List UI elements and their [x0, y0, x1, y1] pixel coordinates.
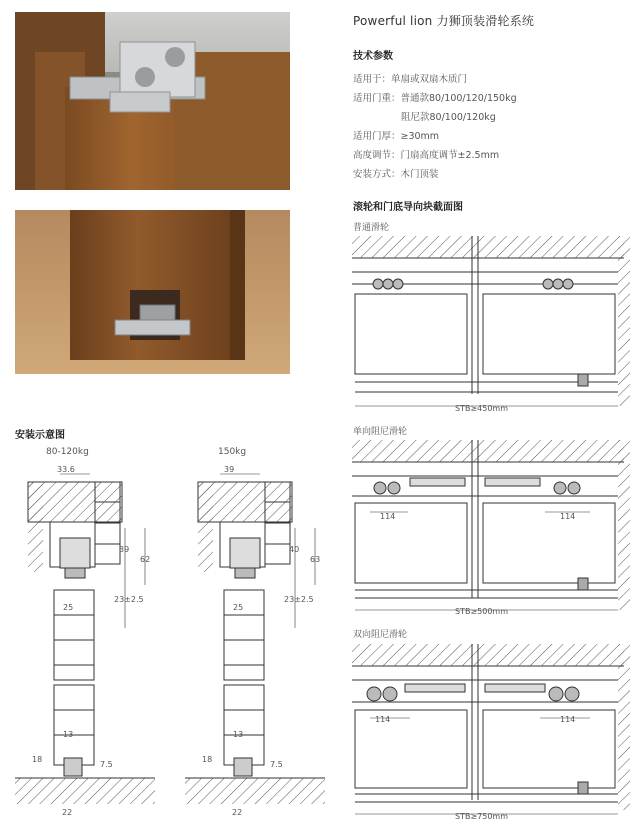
right-h-floor2: 7.5 — [270, 760, 283, 769]
double-dim-right: 114 — [560, 715, 576, 724]
double-damper-drawing — [350, 642, 632, 818]
right-w-mid: 25 — [233, 603, 244, 612]
spec-row: 适用门重：普通款80/100/120/150kg — [353, 93, 517, 104]
right-w-top: 39 — [224, 465, 235, 474]
left-w-mid: 25 — [63, 603, 74, 612]
single-dim-left: 114 — [380, 512, 396, 521]
install-right-label: 150kg — [218, 447, 247, 457]
left-w-top: 33.6 — [57, 465, 75, 474]
normal-stb: STB≥450mm — [455, 404, 509, 413]
spec-row: 适用于：单扇或双扇木质门 — [353, 74, 468, 85]
install-left-label: 80-120kg — [46, 447, 89, 457]
page-title: Powerful lion 力狮顶装滑轮系统 — [353, 14, 535, 28]
left-h-floor: 18 — [32, 755, 43, 764]
section-drawings-heading: 滚轮和门底导向块截面图 — [353, 202, 463, 213]
specs-heading: 技术参数 — [353, 51, 393, 62]
spec-row: 阻尼款80/100/120kg — [401, 112, 496, 123]
spec-row: 安装方式：木门顶装 — [353, 169, 439, 180]
left-h1: 39 — [119, 545, 130, 554]
spec-row: 高度调节：门扇高度调节±2.5mm — [353, 150, 500, 161]
right-w-bottom: 22 — [232, 808, 243, 817]
product-photo-top — [15, 12, 290, 190]
left-adj: 23±2.5 — [114, 595, 144, 604]
right-w-guide: 13 — [233, 730, 244, 739]
right-h1: 40 — [289, 545, 300, 554]
left-h2: 62 — [140, 555, 151, 564]
normal-roller-drawing — [350, 234, 632, 414]
spec-row: 适用门厚：≥30mm — [353, 131, 440, 142]
install-right-drawing — [180, 460, 330, 825]
single-damper-drawing — [350, 438, 632, 618]
right-h-floor: 18 — [202, 755, 213, 764]
single-stb: STB≥500mm — [455, 607, 509, 616]
install-left-drawing — [10, 460, 160, 825]
double-stb: STB≥750mm — [455, 812, 509, 821]
right-h2: 63 — [310, 555, 321, 564]
normal-roller-label: 普通滑轮 — [353, 223, 390, 233]
product-photo-bottom — [15, 210, 290, 374]
double-damper-label: 双向阻尼滑轮 — [353, 630, 408, 640]
single-damper-label: 单向阻尼滑轮 — [353, 427, 408, 437]
right-adj: 23±2.5 — [284, 595, 314, 604]
left-h-floor2: 7.5 — [100, 760, 113, 769]
left-w-guide: 13 — [63, 730, 74, 739]
double-dim-left: 114 — [375, 715, 391, 724]
single-dim-right: 114 — [560, 512, 576, 521]
left-w-bottom: 22 — [62, 808, 73, 817]
install-heading: 安装示意图 — [15, 430, 65, 441]
